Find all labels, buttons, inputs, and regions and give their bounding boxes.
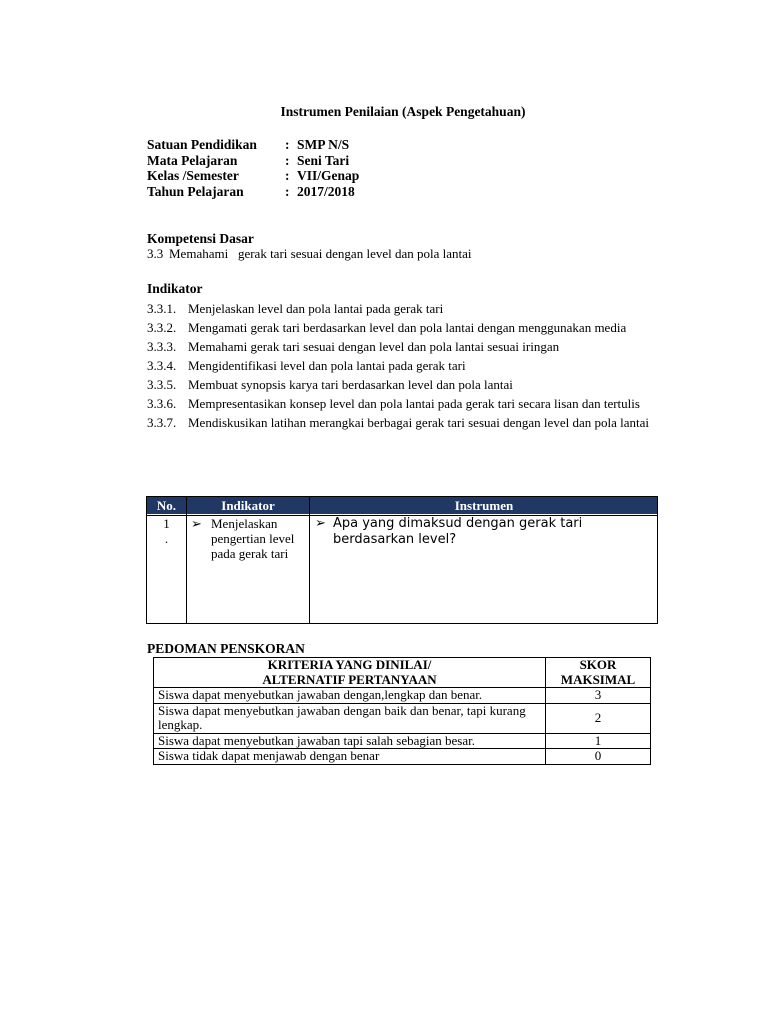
scoring-table — [153, 657, 651, 765]
indikator-heading: Indikator — [147, 281, 203, 296]
meta-label: Kelas /Semester — [147, 168, 239, 183]
table-row — [154, 749, 651, 765]
list-item — [147, 339, 667, 355]
item-text: Menjelaskan level dan pola lantai pada gerak tari — [188, 301, 444, 316]
meta-row-satuan — [147, 137, 359, 153]
item-number: 3.3.1. — [147, 301, 177, 316]
column-divider — [186, 497, 187, 623]
kriteria-cell: Siswa dapat menyebutkan jawaban tapi salah sebagian besar. — [154, 733, 546, 749]
meta-colon: : — [285, 152, 290, 168]
item-text: Mendiskusikan latihan merangkai berbagai gerak tari sesuai dengan level dan pola lantai — [188, 415, 649, 430]
meta-value: VII/Genap — [297, 168, 360, 183]
item-number: 3.3.5. — [147, 377, 177, 392]
meta-colon: : — [285, 137, 290, 152]
skor-cell: 2 — [546, 703, 651, 733]
row-number-dot: . — [164, 531, 169, 546]
header-skor-line1: SKOR — [579, 657, 617, 672]
row-number-value: 1 — [163, 516, 170, 531]
kriteria-cell: Siswa dapat menyebutkan jawaban dengan,lengkap dan benar. — [154, 688, 546, 704]
indikator-list — [147, 301, 667, 434]
item-number: 3.3.2. — [147, 320, 177, 335]
kd-number: 3.3 — [147, 246, 164, 261]
indikator-cell — [193, 516, 307, 561]
item-text: Mengidentifikasi level dan pola lantai pada gerak tari — [188, 358, 466, 373]
item-text: Mempresentasikan konsep level dan pola lantai pada gerak tari secara lisan dan tertulis — [188, 396, 640, 411]
header-skor-line2: MAKSIMAL — [560, 671, 636, 687]
instrumen-cell-text: Apa yang dimaksud dengan gerak tari berdasarkan level? — [333, 516, 583, 547]
row-number — [147, 516, 186, 546]
meta-value: SMP N/S — [297, 137, 350, 152]
document-title: Instrumen Penilaian (Aspek Pengetahuan) — [280, 104, 526, 119]
list-item — [147, 396, 667, 412]
instrumen-cell — [315, 516, 635, 548]
kd-text: Memahami gerak tari sesuai dengan level dan pola lantai — [169, 246, 472, 261]
item-number: 3.3.3. — [147, 339, 177, 354]
item-number: 3.3.4. — [147, 358, 177, 373]
pedoman-heading: PEDOMAN PENSKORAN — [147, 641, 305, 656]
header-kriteria-line2: ALTERNATIF PERTANYAAN — [262, 671, 437, 687]
instrument-table — [146, 496, 658, 624]
table-row — [154, 688, 651, 704]
header-no: No. — [156, 498, 177, 513]
kriteria-cell: Siswa dapat menyebutkan jawaban dengan baik dan benar, tapi kurang lengkap. — [154, 703, 546, 733]
table-row — [154, 703, 651, 733]
item-number: 3.3.6. — [147, 396, 177, 411]
table-header — [147, 497, 657, 514]
identity-block — [147, 137, 359, 199]
header-kriteria — [154, 658, 546, 688]
table-header-row — [154, 658, 651, 688]
kompetensi-heading: Kompetensi Dasar — [147, 231, 254, 246]
list-item — [147, 301, 667, 317]
arrow-bullet-icon: ➢ — [315, 516, 326, 531]
list-item — [147, 358, 667, 374]
header-indikator: Indikator — [221, 498, 275, 513]
meta-label: Mata Pelajaran — [147, 152, 238, 168]
item-text: Memahami gerak tari sesuai dengan level dan pola lantai sesuai iringan — [188, 339, 560, 354]
meta-row-tahun — [147, 184, 359, 200]
meta-label: Satuan Pendidikan — [147, 137, 257, 152]
list-item — [147, 415, 667, 431]
meta-value: Seni Tari — [297, 152, 350, 168]
kompetensi-dasar — [147, 246, 472, 262]
meta-value: 2017/2018 — [297, 183, 355, 199]
table-row — [154, 733, 651, 749]
meta-label: Tahun Pelajaran — [147, 183, 244, 199]
meta-colon: : — [285, 168, 290, 183]
item-text: Membuat synopsis karya tari berdasarkan level dan pola lantai — [188, 377, 513, 392]
skor-cell: 1 — [546, 733, 651, 749]
indikator-cell-text: Menjelaskan pengertian level pada gerak tari — [211, 516, 295, 561]
item-number: 3.3.7. — [147, 415, 177, 430]
header-instrumen: Instrumen — [454, 498, 514, 513]
skor-cell: 3 — [546, 688, 651, 704]
skor-cell: 0 — [546, 749, 651, 765]
meta-row-kelas — [147, 168, 359, 184]
header-skor — [546, 658, 651, 688]
list-item — [147, 320, 667, 336]
item-text: Mengamati gerak tari berdasarkan level dan pola lantai dengan menggunakan media — [188, 320, 627, 335]
list-item — [147, 377, 667, 393]
arrow-bullet-icon: ➢ — [191, 516, 202, 531]
meta-colon: : — [285, 183, 290, 199]
column-divider — [309, 497, 310, 623]
header-kriteria-line1: KRITERIA YANG DINILAI/ — [267, 657, 432, 672]
meta-row-mapel — [147, 153, 359, 169]
kriteria-cell: Siswa tidak dapat menjawab dengan benar — [154, 749, 546, 765]
